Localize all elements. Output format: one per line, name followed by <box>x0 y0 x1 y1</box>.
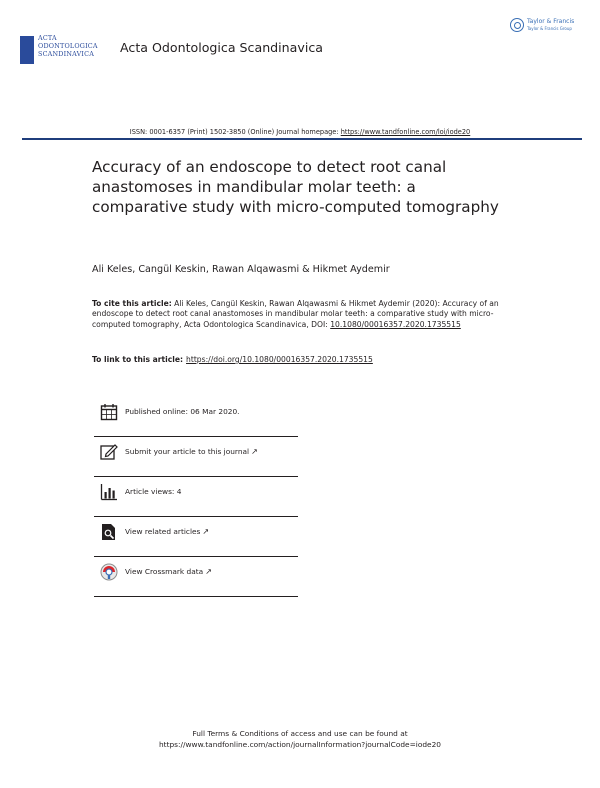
article-link-line <box>92 355 373 364</box>
journal-homepage-link[interactable]: https://www.tandfonline.com/loi/iode20 <box>340 128 471 136</box>
calendar-icon <box>100 403 118 421</box>
info-item-related[interactable] <box>94 517 298 557</box>
header-rule <box>22 138 582 140</box>
related-articles-label: View related articles <box>125 527 201 536</box>
article-info-list <box>94 397 298 597</box>
published-date: Published online: 06 Mar 2020. <box>125 407 240 416</box>
info-item-published <box>94 397 298 437</box>
info-item-crossmark[interactable] <box>94 557 298 597</box>
footer <box>0 728 600 750</box>
footer-terms: Full Terms & Conditions of access and use can be found at <box>192 729 408 738</box>
search-document-icon <box>100 523 118 541</box>
issn-line <box>0 128 600 136</box>
publisher-logo[interactable] <box>510 16 584 36</box>
journal-logo <box>20 34 96 66</box>
article-authors: Ali Keles, Cangül Keskin, Rawan Alqawasmi & Hikmet Aydemir <box>92 264 390 275</box>
external-link-icon: ↗ <box>251 447 258 456</box>
article-link-label: To link to this article: <box>92 355 184 364</box>
crossmark-label: View Crossmark data <box>125 567 204 576</box>
citation-text: Ali Keles, Cangül Keskin, Rawan Alqawasmi & Hikmet Aydemir (2020): Accuracy of an endoscope to detect root canal anastomoses in mandibular molar teeth: a comparative study with micro-computed tomography, Acta Odontologica Scandinavica, DOI: <box>92 299 499 329</box>
citation-block <box>92 299 512 330</box>
footer-journal-info-link[interactable]: https://www.tandfonline.com/action/journalInformation?journalCode=iode20 <box>158 740 441 749</box>
submit-article-label: Submit your article to this journal <box>125 447 250 456</box>
journal-title: Acta Odontologica Scandinavica <box>120 40 323 55</box>
external-link-icon: ↗ <box>205 567 212 576</box>
submit-article-link[interactable] <box>125 447 258 456</box>
info-item-submit[interactable] <box>94 437 298 477</box>
logo-mark <box>20 36 34 64</box>
publisher-name: Taylor & Francis <box>527 18 575 25</box>
logo-line-1: ACTA <box>38 34 57 42</box>
info-item-views <box>94 477 298 517</box>
external-link-icon: ↗ <box>202 527 210 536</box>
crossmark-link[interactable] <box>125 567 212 576</box>
logo-line-3: SCANDINAVICA <box>38 50 95 58</box>
citation-doi-link[interactable]: 10.1080/00016357.2020.1735515 <box>330 319 461 329</box>
crossmark-icon <box>100 563 118 581</box>
publisher-subtitle: Taylor & Francis Group <box>527 26 572 31</box>
article-doi-link[interactable]: https://doi.org/10.1080/00016357.2020.1735515 <box>186 355 373 364</box>
article-views: Article views: 4 <box>125 487 182 496</box>
citation-label: To cite this article: <box>92 299 172 308</box>
publisher-logo-icon <box>510 18 524 32</box>
related-articles-link[interactable] <box>125 527 209 536</box>
bar-chart-icon <box>100 483 118 501</box>
logo-line-2: ODONTOLOGICA <box>38 42 98 50</box>
issn-text: ISSN: 0001-6357 (Print) 1502-3850 (Online) Journal homepage: <box>129 128 341 136</box>
edit-icon <box>100 443 118 461</box>
logo-text <box>38 34 98 58</box>
article-title: Accuracy of an endoscope to detect root canal anastomoses in mandibular molar teeth: a comparative study with micro-computed tomography <box>92 158 499 216</box>
